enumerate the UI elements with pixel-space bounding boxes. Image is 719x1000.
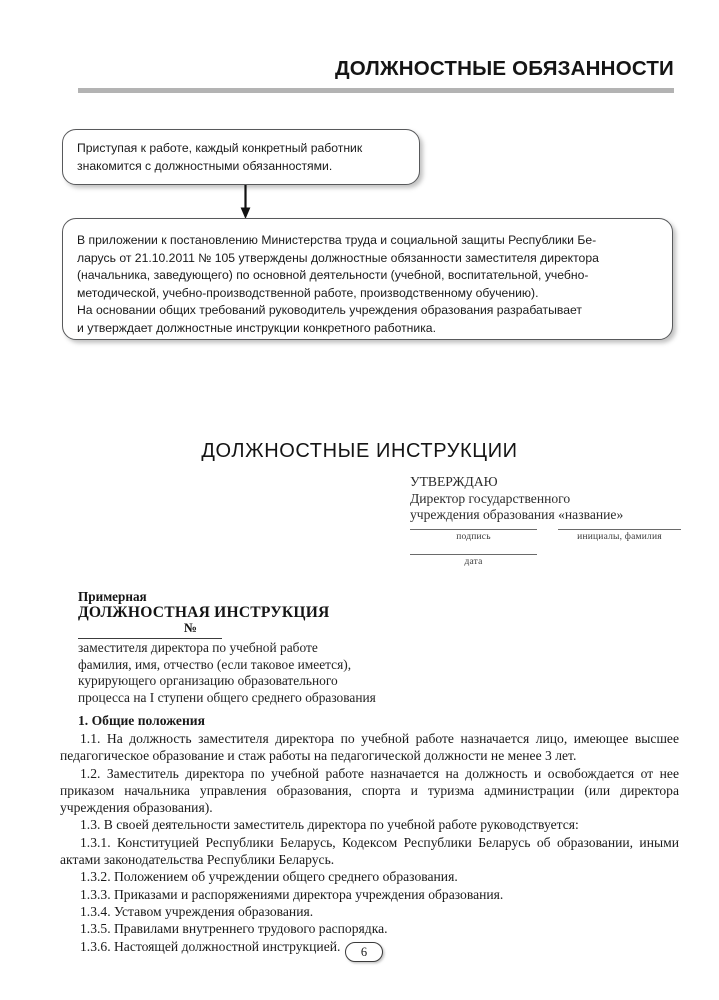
- instruction-number-rule: [78, 638, 222, 639]
- paragraph-1-3-1: 1.3.1. Конституцией Республики Беларусь, Кодексом Республики Беларусь об образовании, иными актами законодательства Республики Беларусь.: [60, 834, 679, 868]
- paragraph-1-3-4: 1.3.4. Уставом учреждения образования.: [80, 903, 314, 919]
- approval-institution-line: учреждения образования «название»: [410, 507, 624, 522]
- signature-caption-date: дата: [464, 557, 483, 567]
- paragraph-1-2: 1.2. Заместитель директора по учебной работе назначается на должность и освобождается от нее приказом начальника управления образования, спорта и туризма администрации (или директора учреждения образования).: [60, 765, 679, 816]
- section-general-provisions: [60, 712, 679, 955]
- flowchart-box2-line3: (начальника, заведующего) по основной деятельности (учебной, воспитательной, учебно-: [77, 268, 589, 283]
- paragraph-1-3: 1.3. В своей деятельности заместитель директора по учебной работе руководствуется:: [80, 817, 579, 833]
- flowchart-box1-line2: знакомится с должностными обязанностями.: [77, 158, 333, 173]
- flowchart-box2-line4: методической, учебно-производственной работе, производственному обучению).: [77, 285, 539, 300]
- instruction-heading-block: [78, 589, 408, 706]
- flowchart-box2-line2: ларусь от 21.10.2011 № 105 утверждены должностные обязанности заместителя директора: [77, 250, 599, 265]
- approval-utverzhdayu: УТВЕРЖДАЮ: [410, 474, 498, 489]
- signature-caption-initials: инициалы, фамилия: [577, 532, 662, 542]
- paragraph-1-3-3: 1.3.3. Приказами и распоряжениями директора учреждения образования.: [80, 886, 504, 902]
- flowchart-box2-line6: и утверждает должностные инструкции конкретного работника.: [77, 320, 436, 335]
- instruction-sub-line-4: процесса на I ступени общего среднего образования: [78, 689, 376, 705]
- instruction-number-line: [78, 622, 222, 639]
- signature-field-podpis: [410, 529, 537, 542]
- paragraph-1-3-6: 1.3.6. Настоящей должностной инструкцией.: [80, 938, 341, 954]
- instruction-subject-lines: [78, 639, 408, 706]
- approval-director-line: Директор государственного: [410, 490, 571, 506]
- instruction-sub-line-2: фамилия, имя, отчество (если таковое имеется),: [78, 656, 352, 672]
- signature-field-date: [410, 554, 537, 567]
- flowchart-box-intro: [62, 129, 420, 185]
- number-symbol: №: [184, 620, 198, 635]
- signature-caption-podpis: подпись: [456, 532, 491, 542]
- flowchart-box2-line1: В приложении к постановлению Министерства труда и социальной защиты Республики Бе-: [77, 233, 597, 247]
- paragraph-1-3-5: 1.3.5. Правилами внутреннего трудового распорядка.: [80, 921, 388, 937]
- section-heading: 1. Общие положения: [78, 713, 205, 728]
- flowchart-arrow-down: [240, 185, 251, 219]
- instruction-title: ДОЛЖНОСТНАЯ ИНСТРУКЦИЯ: [78, 604, 330, 621]
- document-title: ДОЛЖНОСТНЫЕ ИНСТРУКЦИИ: [201, 440, 518, 462]
- instruction-sub-line-1: заместителя директора по учебной работе: [78, 640, 318, 655]
- page-number: 6: [345, 942, 383, 962]
- signature-field-initials: [558, 529, 681, 542]
- paragraph-1-3-2: 1.3.2. Положением об учреждении общего среднего образования.: [80, 869, 458, 885]
- approval-block: [410, 474, 695, 524]
- instruction-label-primernaya: Примерная: [78, 589, 147, 604]
- running-head-rule: [78, 88, 674, 93]
- flowchart-box-details: [62, 218, 673, 340]
- flowchart-box2-line5: На основании общих требований руководитель учреждения образования разрабатывает: [77, 303, 582, 318]
- paragraph-1-1: 1.1. На должность заместителя директора по учебной работе назначается лицо, имеющее высшее педагогическое образование и стаж работы на педагогической должности не менее 3 лет.: [60, 731, 679, 764]
- running-head-title: ДОЛЖНОСТНЫЕ ОБЯЗАННОСТИ: [334, 57, 674, 80]
- flowchart-box1-line1: Приступая к работе, каждый конкретный работник: [77, 141, 363, 155]
- instruction-sub-line-3: курирующего организацию образовательного: [78, 673, 338, 689]
